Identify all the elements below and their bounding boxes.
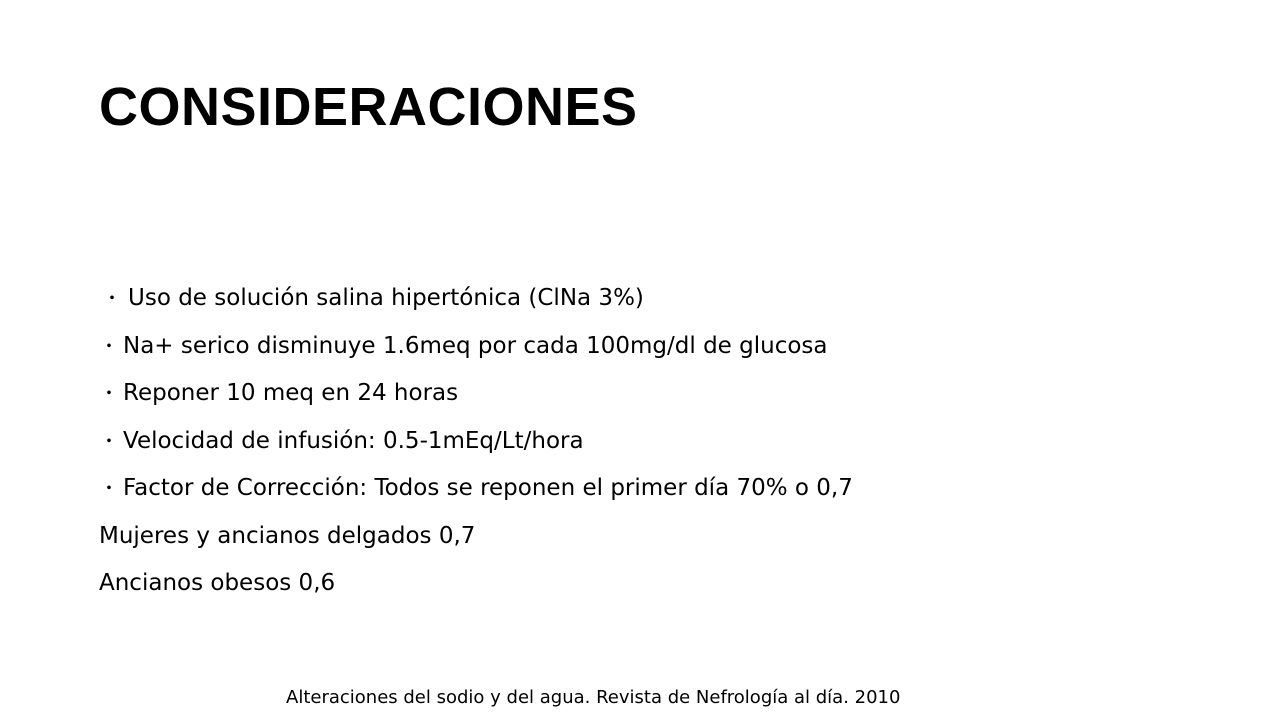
bullet-icon: ・ [99,333,119,358]
list-item [99,465,1199,513]
list-item-text: Na+ serico disminuye 1.6meq por cada 100mg/dl de glucosa [123,332,828,359]
bullet-icon: ・ [102,286,122,310]
content-list [99,275,1199,608]
list-item-text: Velocidad de infusión: 0.5-1mEq/Lt/hora [123,427,584,454]
list-item [99,513,1199,561]
list-item-text: Reponer 10 meq en 24 horas [123,380,459,406]
bullet-icon: ・ [99,381,119,405]
bullet-icon: ・ [99,476,119,500]
list-item [99,323,1199,371]
list-item [99,560,1199,608]
slide-title: CONSIDERACIONES [99,77,638,137]
list-item [99,418,1199,466]
list-item-text: Mujeres y ancianos delgados 0,7 [99,522,476,549]
list-item-text: Factor de Corrección: Todos se reponen el primer día 70% o 0,7 [123,475,853,501]
bullet-icon: ・ [99,428,119,453]
list-item [99,275,1199,323]
list-item [99,370,1199,418]
list-item-text: Ancianos obesos 0,6 [99,570,336,596]
citation-footer: Alteraciones del sodio y del agua. Revista de Nefrología al día. 2010 [286,687,901,708]
list-item-text: Uso de solución salina hipertónica (ClNa 3%) [128,285,644,311]
